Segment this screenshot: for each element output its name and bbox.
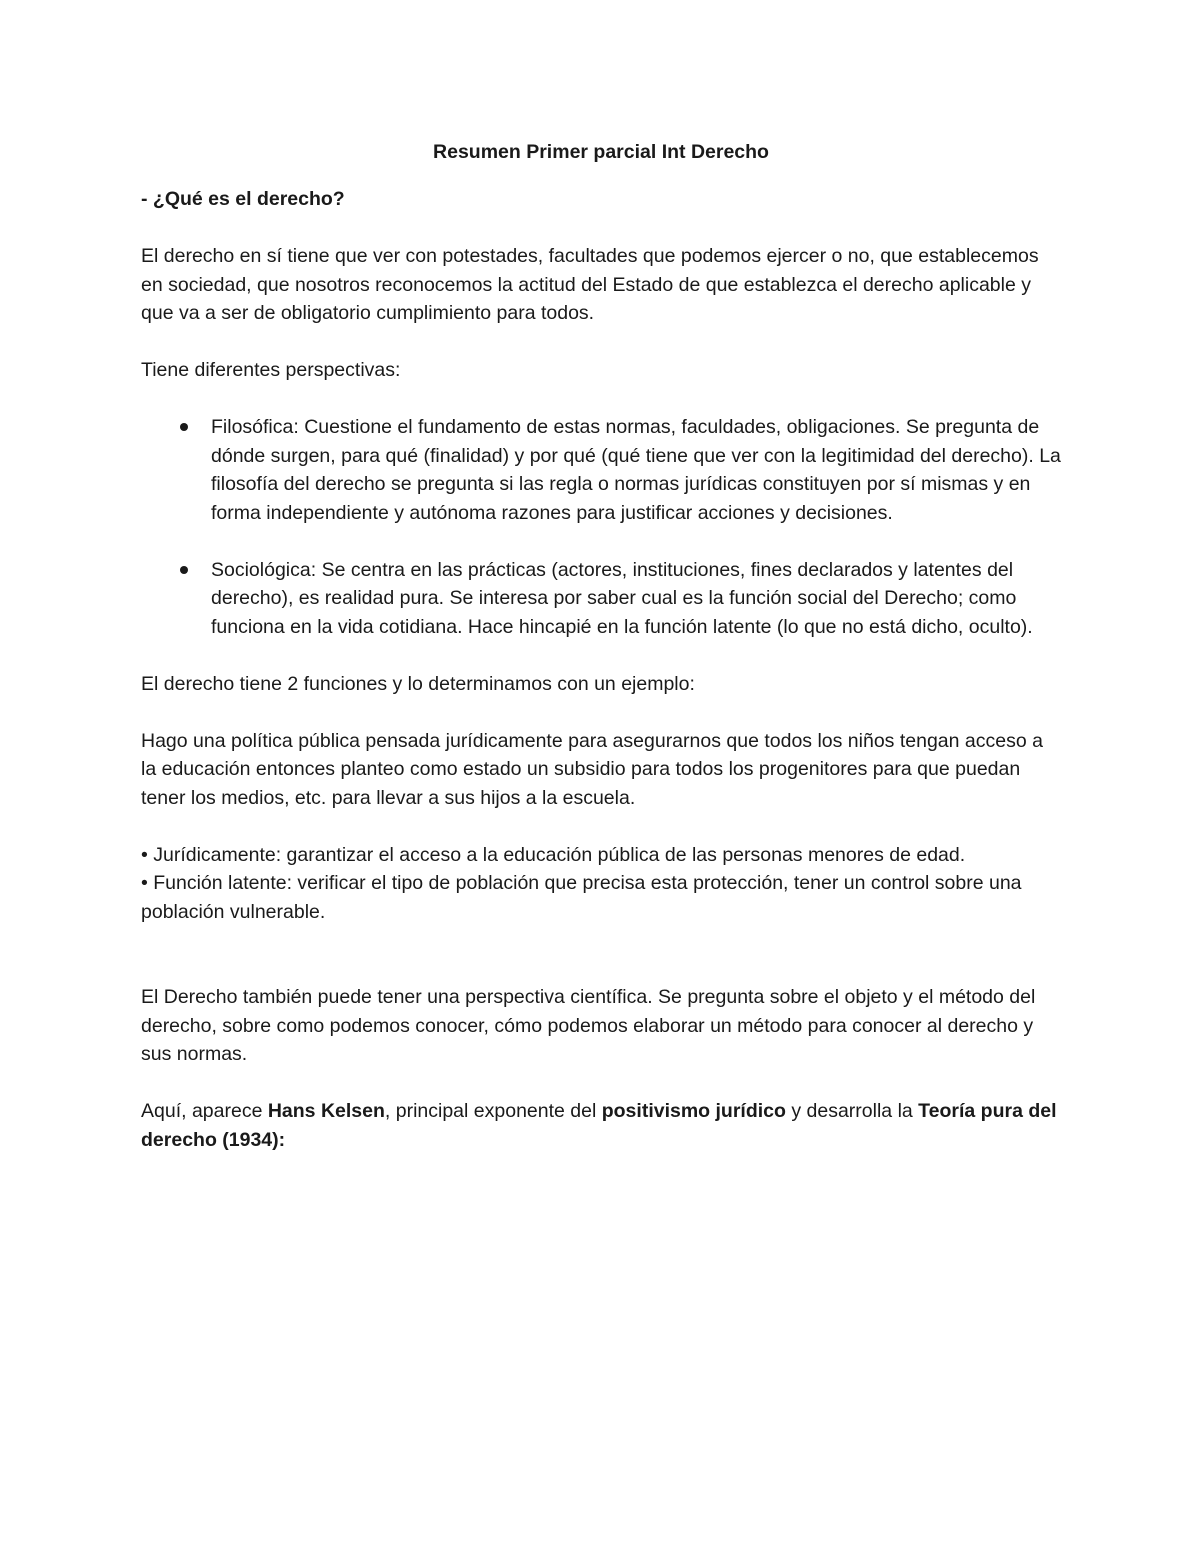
kelsen-text-3: y desarrolla la (785, 1100, 919, 1122)
section-heading: - ¿Qué es el derecho? (141, 188, 345, 210)
perspective-sociologica: Sociológica: Se centra en las prácticas (actores, instituciones, fines declarados y latentes del derecho), es realidad pura. Se interesa por saber cual es la función social del Derecho; como funciona en la vida cotidiana. Hace hincapié en la función latente (lo que no está dicho, oculto). (211, 558, 1033, 638)
perspectives-intro: Tiene diferentes perspectivas: (141, 359, 401, 381)
perspective-filosofica: Filosófica: Cuestione el fundamento de estas normas, faculdades, obligaciones. Se pregunta de dónde surgen, para qué (finalidad) y por qué (qué tiene que ver con la legitimidad del derecho). La filosofía del derecho se pregunta si las regla o normas jurídicas constituyen por sí mismas y en forma independiente y autónoma razones para justificar acciones y decisiones. (211, 416, 1061, 524)
bullet-icon (180, 423, 188, 431)
scientific-paragraph: El Derecho también puede tener una perspectiva científica. Se pregunta sobre el objeto y el método del derecho, sobre como podemos conocer, cómo podemos elaborar un método para conocer al derecho y sus normas. (141, 986, 1036, 1065)
example-paragraph: Hago una política pública pensada jurídicamente para asegurarnos que todos los niños tengan acceso a la educación entonces planteo como estado un subsidio para todos los progenitores para que puedan tener los medios, etc. para llevar a sus hijos a la escuela. (141, 729, 1043, 809)
document-title: Resumen Primer parcial Int Derecho (433, 141, 769, 163)
document-page (141, 138, 1061, 1154)
kelsen-school: positivismo jurídico (601, 1100, 786, 1122)
intro-paragraph: El derecho en sí tiene que ver con potestades, facultades que podemos ejercer o no, que establecemos en sociedad, que nosotros reconocemos la actitud del Estado de que establezca el derecho aplicable y que va a ser de obligatorio cumplimiento para todos. (141, 245, 1039, 324)
list-item (141, 413, 1061, 527)
functions-intro: El derecho tiene 2 funciones y lo determinamos con un ejemplo: (141, 672, 695, 695)
kelsen-text-2: , principal exponente del (384, 1100, 602, 1122)
perspectives-list (141, 413, 1061, 641)
function-latente: • Función latente: verificar el tipo de población que precisa esta protección, tener un control sobre una población vulnerable. (141, 872, 1022, 923)
kelsen-paragraph (141, 1097, 1061, 1154)
bullet-icon (180, 566, 188, 574)
kelsen-name: Hans Kelsen (267, 1100, 385, 1122)
list-item (141, 556, 1061, 642)
kelsen-text-1: Aquí, aparece (141, 1100, 268, 1122)
function-juridica: • Jurídicamente: garantizar el acceso a la educación pública de las personas menores de edad. (141, 843, 966, 866)
kelsen-theory: Teoría pura del derecho (1934): (141, 1100, 1057, 1151)
